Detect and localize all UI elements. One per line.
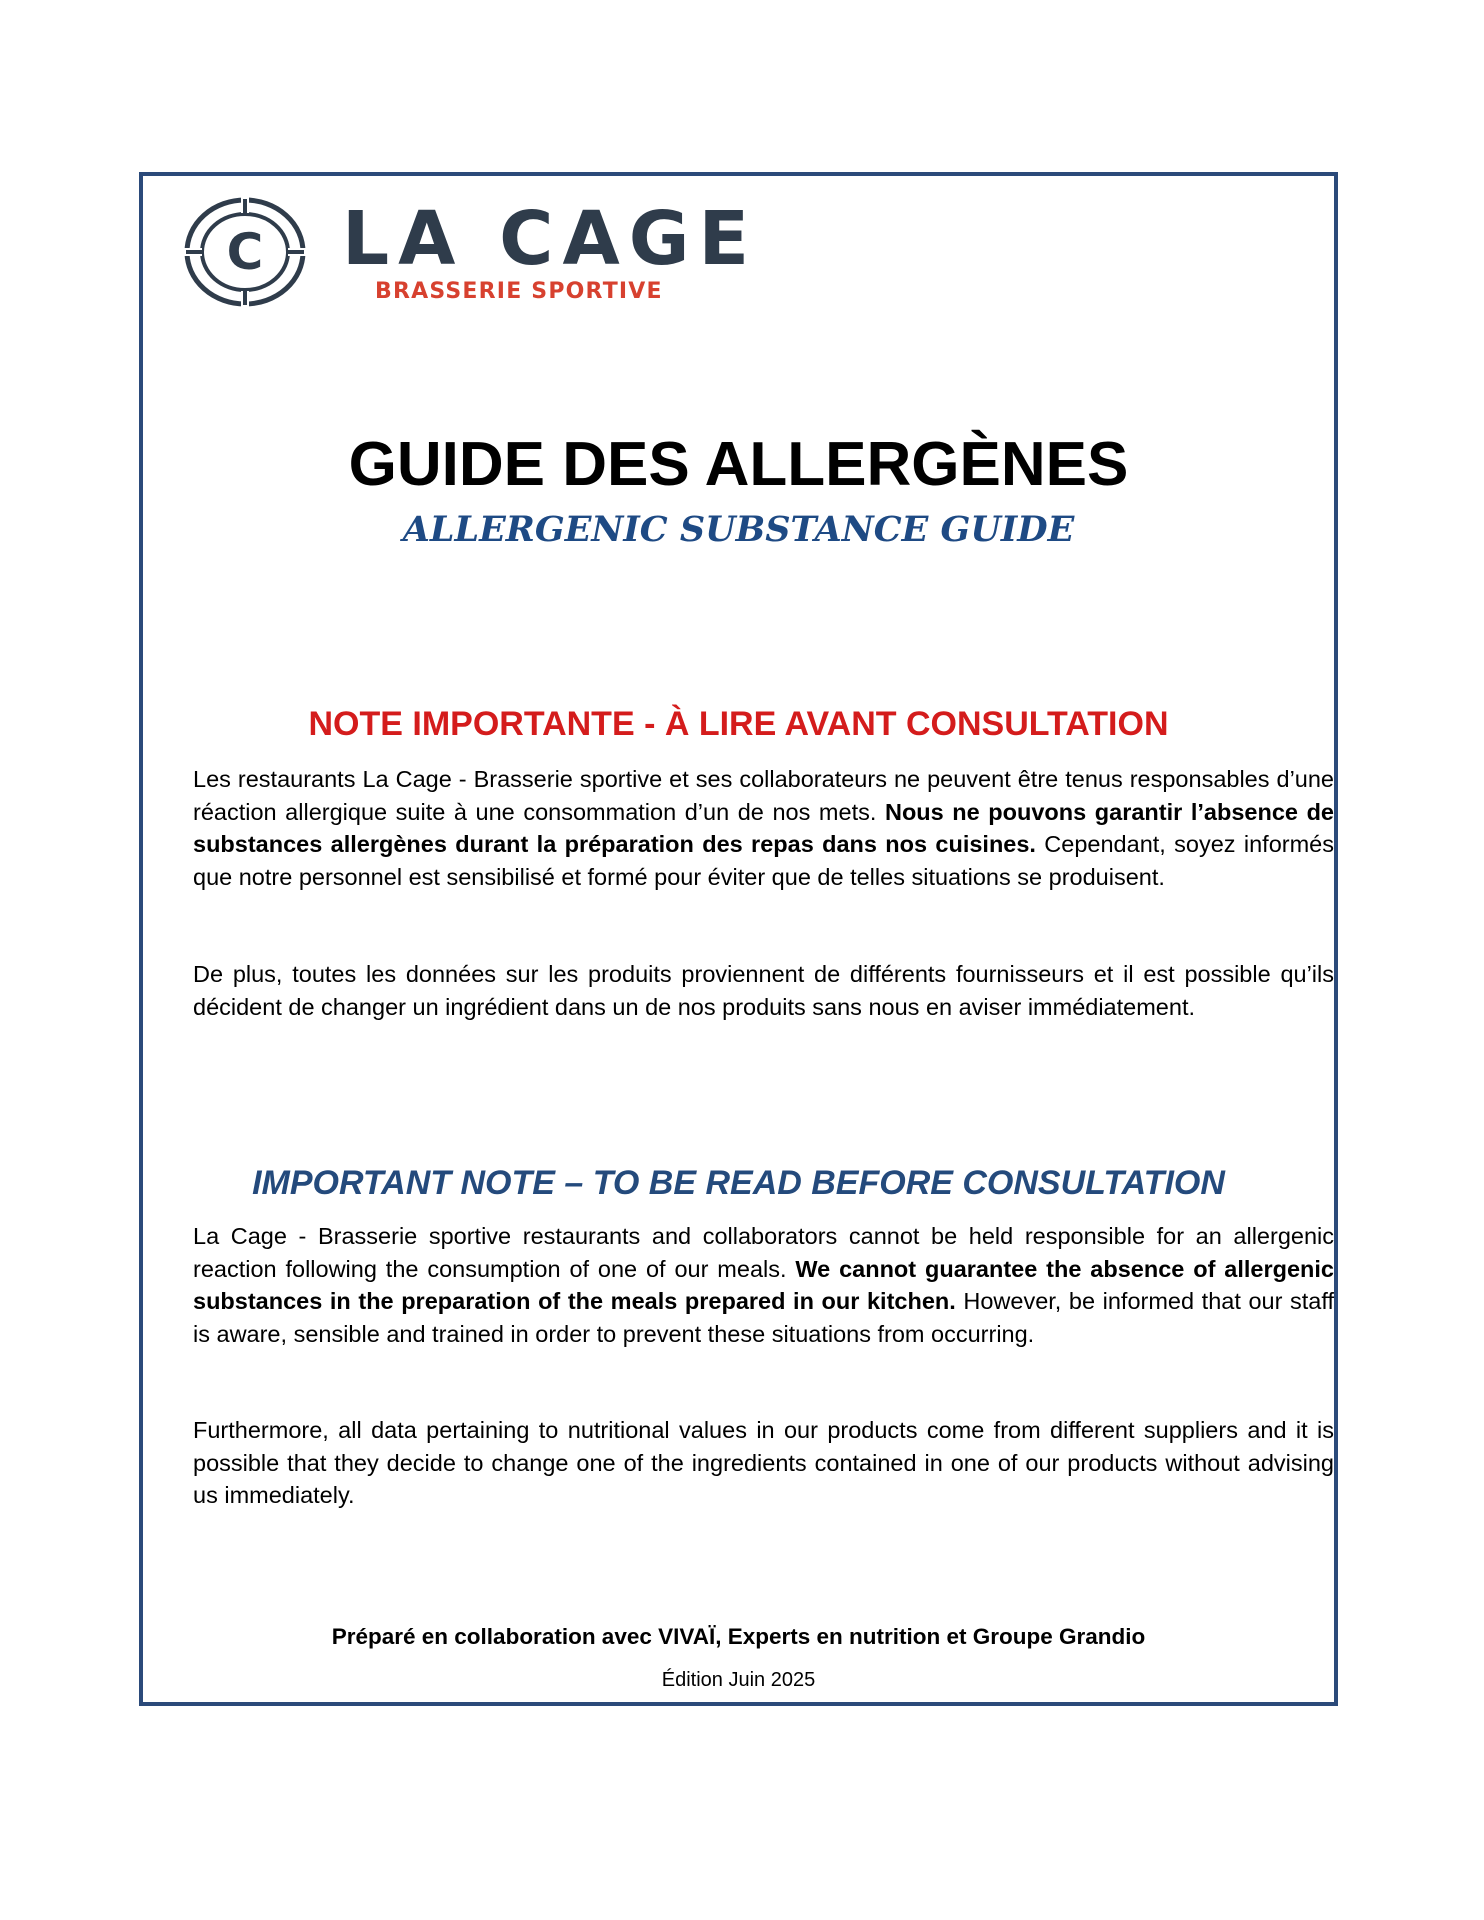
english-note-heading: IMPORTANT NOTE – TO BE READ BEFORE CONSULTATION — [252, 1164, 1225, 1202]
brand-name: LA CAGE — [342, 196, 759, 282]
brand-mark-icon — [184, 197, 306, 307]
english-note-p1-start: La Cage - Brasserie sportive restaurants and collaborators cannot be held responsible for an allergenic reaction following the consumption of one of our meals. — [193, 1223, 1334, 1282]
footer-credit: Préparé en collaboration avec VIVAÏ, Experts en nutrition et Groupe Grandio — [331, 1624, 1146, 1649]
french-note-heading: NOTE IMPORTANTE - À LIRE AVANT CONSULTATION — [308, 705, 1169, 743]
brand-tagline: BRASSERIE SPORTIVE — [375, 279, 663, 304]
page-subtitle: ALLERGENIC SUBSTANCE GUIDE — [402, 509, 1075, 550]
french-note-p1-bold: Nous ne pouvons garantir l’absence de substances allergènes durant la préparation des repas dans nos cuisines. — [193, 798, 1334, 857]
english-note-paragraph-1 — [193, 1220, 1334, 1350]
english-note-paragraph-2: Furthermore, all data pertaining to nutritional values in our products come from different suppliers and it is possible that they decide to change one of the ingredients contained in one of our products without advising us immediately. — [193, 1417, 1334, 1508]
brand-mark-letter: C — [226, 223, 264, 281]
brand-logo — [184, 196, 759, 315]
french-note-paragraph-2: De plus, toutes les données sur les produits proviennent de différents fournisseurs et il est possible qu’ils décident de changer un ingrédient dans un de nos produits sans nous en aviser immédiatement. — [193, 961, 1334, 1020]
page-title: GUIDE DES ALLERGÈNES — [348, 430, 1129, 499]
french-note-paragraph-1 — [193, 763, 1334, 893]
english-note-p1-bold: We cannot guarantee the absence of allergenic substances in the preparation of the meals prepared in our kitchen. — [193, 1255, 1334, 1314]
french-note-p1-end: Cependant, soyez informés que notre personnel est sensibilisé et formé pour éviter que de telles situations se produisent. — [193, 831, 1334, 890]
french-note-p1-start: Les restaurants La Cage - Brasserie sportive et ses collaborateurs ne peuvent être tenus responsables d’une réaction allergique suite à une consommation d’un de nos mets. — [193, 766, 1334, 825]
footer-edition: Édition Juin 2025 — [661, 1669, 816, 1691]
english-note-p1-end: However, be informed that our staff is aware, sensible and trained in order to prevent these situations from occurring. — [193, 1288, 1334, 1347]
